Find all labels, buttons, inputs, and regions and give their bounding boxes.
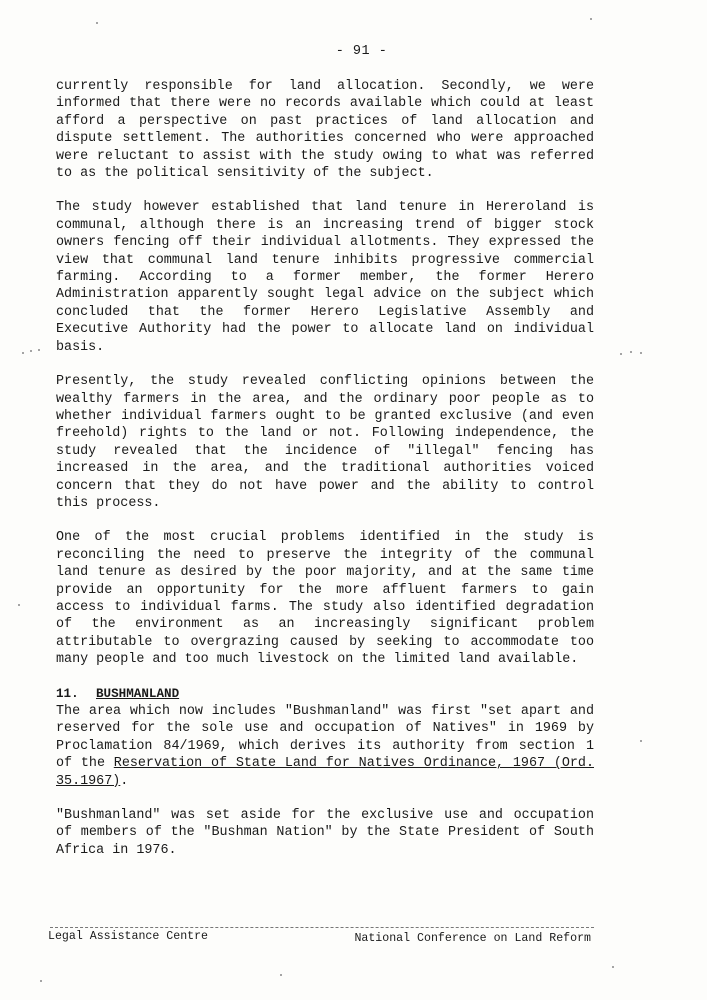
footer-divider [50, 927, 594, 928]
scan-speck [280, 974, 282, 976]
document-body [56, 78, 594, 876]
footer-organization: Legal Assistance Centre [48, 930, 209, 943]
scan-speck [22, 352, 24, 354]
proclamation-end: . [120, 773, 129, 789]
scan-speck [40, 980, 42, 982]
paragraph-bushmanland-proclamation [56, 703, 594, 790]
scan-speck [640, 740, 642, 742]
scan-speck [38, 349, 40, 351]
scan-speck [620, 353, 622, 355]
section-number: 11. [56, 686, 79, 701]
scan-speck [630, 351, 632, 353]
proclamation-text: The area which now includes "Bushmanland" was first "set apart and reserved for the sole use and occupation of Natives" in 1969 by Proclamation 84/1969, which derives its authority from section 1 of the [56, 704, 594, 772]
scan-speck [96, 22, 98, 24]
page-number: - 91 - [335, 44, 388, 59]
paragraph-land-allocation: currently responsible for land allocation. Secondly, we were informed that there were no records available which could at least afford a perspective on past practices of land allocation and dispute settlement. The authorities concerned who were approached were reluctant to assist with the study owing to what was referred to as the political sensitivity of the subject. [56, 79, 594, 182]
section-heading-bushmanland [56, 686, 594, 703]
paragraph-bushmanland-1976: "Bushmanland" was set aside for the exclusive use and occupation of members of the "Bushman Nation" by the State President of South Africa in 1976. [56, 808, 594, 858]
paragraph-conflicting-opinions: Presently, the study revealed conflicting opinions between the wealthy farmers in the area, and the ordinary poor people as to whether individual farmers ought to be granted exclusive (and even freehold) rights to the land or not. Following independence, the study revealed that the incidence of "illegal" fencing has increased in the area, and the traditional authorities voiced concern that they do not have power and the ability to control this process. [56, 374, 594, 511]
ordinance-reference: Reservation of State Land for Natives Ordinance, 1967 (Ord. 35.1967) [56, 756, 594, 789]
scan-speck [30, 350, 32, 352]
scan-speck [640, 352, 642, 354]
footer-conference: National Conference on Land Reform [354, 932, 591, 945]
paragraph-crucial-problems: One of the most crucial problems identified in the study is reconciling the need to preserve the integrity of the communal land tenure as desired by the poor majority, and at the same time provide an opportunity for the more affluent farmers to gain access to individual farms. The study also identified degradation of the environment as an increasingly significant problem attributable to overgrazing caused by seeking to accommodate too many people and too much livestock on the limited land available. [56, 530, 594, 668]
section-title: BUSHMANLAND [96, 686, 180, 701]
scan-speck [612, 966, 614, 968]
scan-speck [590, 18, 592, 20]
scan-speck [18, 604, 20, 606]
paragraph-hereroland-tenure: The study however established that land tenure in Hereroland is communal, although there is an increasing trend of bigger stock owners fencing off their individual allotments. They expressed the view that communal land tenure inhibits progressive commercial farming. According to a former member, the former Herero Administration apparently sought legal advice on the subject which concluded that the former Herero Legislative Assembly and Executive Authority had the power to allocate land on individual basis. [56, 200, 594, 355]
